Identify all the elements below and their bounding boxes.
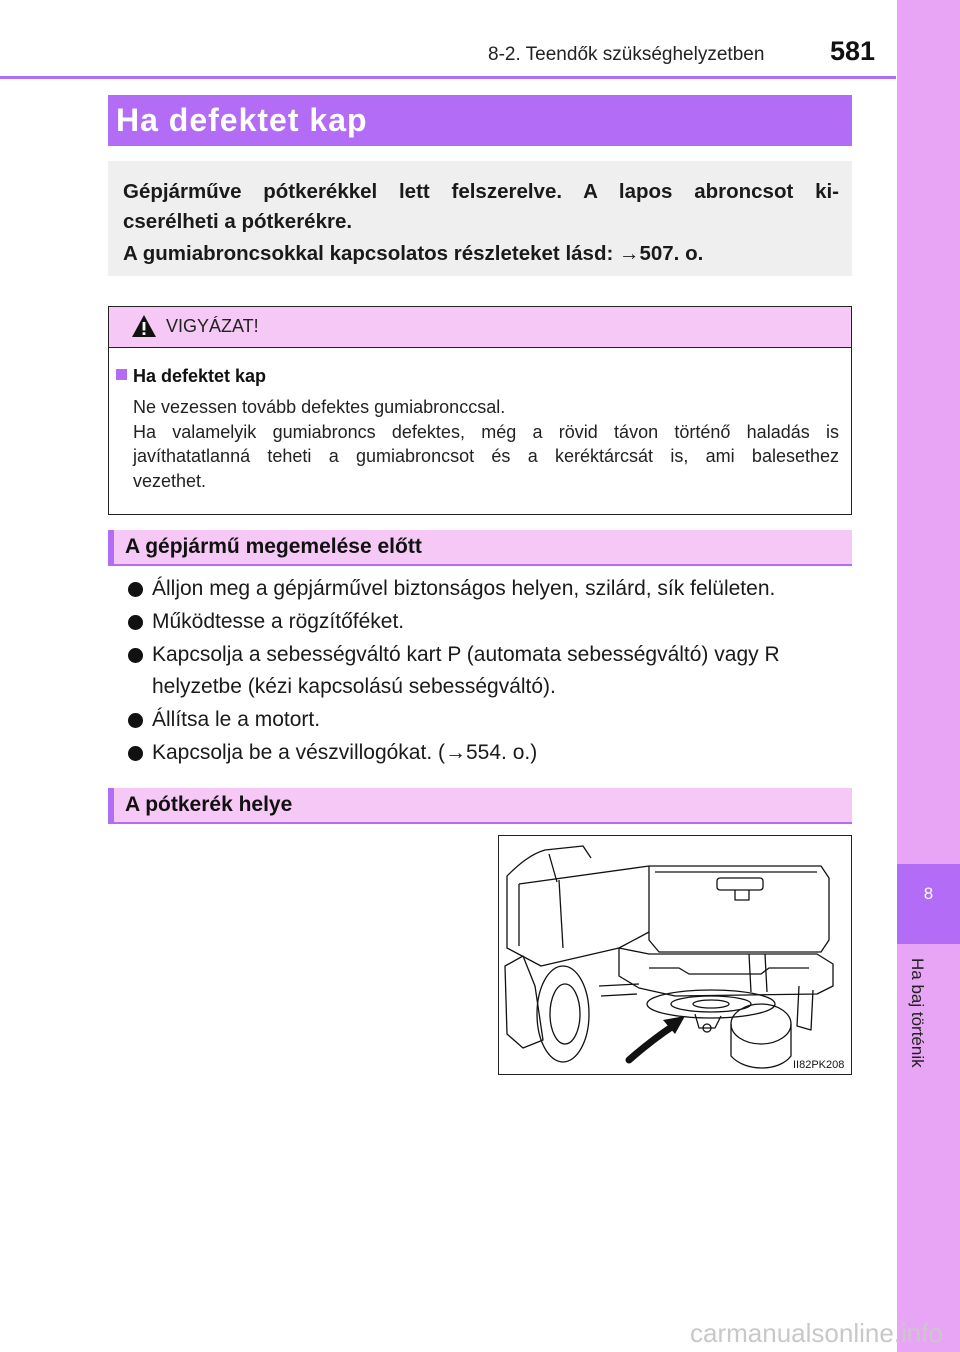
caution-body: [133, 395, 839, 493]
list-item: [126, 639, 856, 703]
page-title: Ha defektet kap: [116, 102, 368, 138]
chapter-tab[interactable]: [897, 864, 960, 944]
list-item-text: Állítsa le a motort.: [152, 708, 321, 731]
list-item-text: helyzetbe (kézi kapcsolású sebességváltó).: [152, 675, 556, 698]
bullet-dot-icon: [128, 713, 143, 728]
caution-text-line: javíthatatlanná teheti a gumiabroncsot és a keréktárcsát is, ami balesethez: [133, 446, 839, 466]
side-thumb-strip: [897, 0, 960, 1352]
header-section-title: 8-2. Teendők szükséghelyzetben: [488, 44, 765, 65]
list-item-text: Működtesse a rögzítőféket.: [152, 610, 405, 633]
list-item: [126, 704, 856, 736]
bullet-dot-icon: [128, 615, 143, 630]
pickup-rear-drawing: [499, 836, 851, 1074]
chapter-title: Ha baj történik: [908, 958, 927, 1068]
page-number: 581: [830, 36, 876, 66]
section-heading: A pótkerék helye: [125, 793, 293, 816]
page-title-bar: [108, 95, 852, 146]
bullet-dot-icon: [128, 746, 143, 761]
section-heading-bar: [108, 788, 852, 824]
section-heading-bar: [108, 530, 852, 566]
list-item-text: Kapcsolja a sebességváltó kart P (automata sebességváltó) vagy R: [152, 643, 780, 666]
caution-box: [108, 306, 852, 515]
intro-line: Gépjárműve pótkerékkel lett felszerelve. A lapos abroncsot ki-: [123, 180, 839, 203]
list-item: [126, 573, 856, 605]
intro-box: [108, 161, 852, 276]
caution-subtitle: Ha defektet kap: [133, 366, 267, 386]
caution-text-line: Ha valamelyik gumiabroncs defektes, még a rövid távon történő haladás is: [133, 421, 839, 442]
figure-code: II82PK208: [793, 1059, 845, 1071]
caution-text-line: vezethet.: [133, 470, 207, 491]
list-item: [126, 606, 856, 638]
list-item-text: Kapcsolja be a vészvillogókat. (→554. o.): [152, 741, 538, 764]
watermark: carmanualsonline.info: [690, 1318, 943, 1348]
warning-triangle-icon: [131, 314, 157, 338]
intro-line: cserélheti a pótkerékre.: [123, 210, 353, 233]
bullet-dot-icon: [128, 648, 143, 663]
bullet-list: [126, 573, 856, 770]
intro-reference: A gumiabroncsokkal kapcsolatos részleteket lásd: →507. o.: [123, 242, 704, 265]
section-heading: A gépjármű megemelése előtt: [125, 535, 422, 558]
bullet-dot-icon: [128, 582, 143, 597]
list-item: [126, 737, 856, 769]
arrow-icon: [629, 1026, 673, 1060]
caution-label: VIGYÁZAT!: [166, 316, 259, 336]
chapter-number: 8: [923, 884, 934, 903]
spare-tire-illustration: [498, 835, 852, 1075]
list-item-text: Álljon meg a gépjárművel biztonságos helyen, szilárd, sík felületen.: [152, 577, 776, 600]
header-divider: [0, 76, 896, 79]
caution-text-line: Ne vezessen tovább defektes gumiabronccsal.: [133, 397, 506, 417]
caution-header: [109, 307, 851, 348]
square-bullet-icon: [116, 369, 127, 380]
